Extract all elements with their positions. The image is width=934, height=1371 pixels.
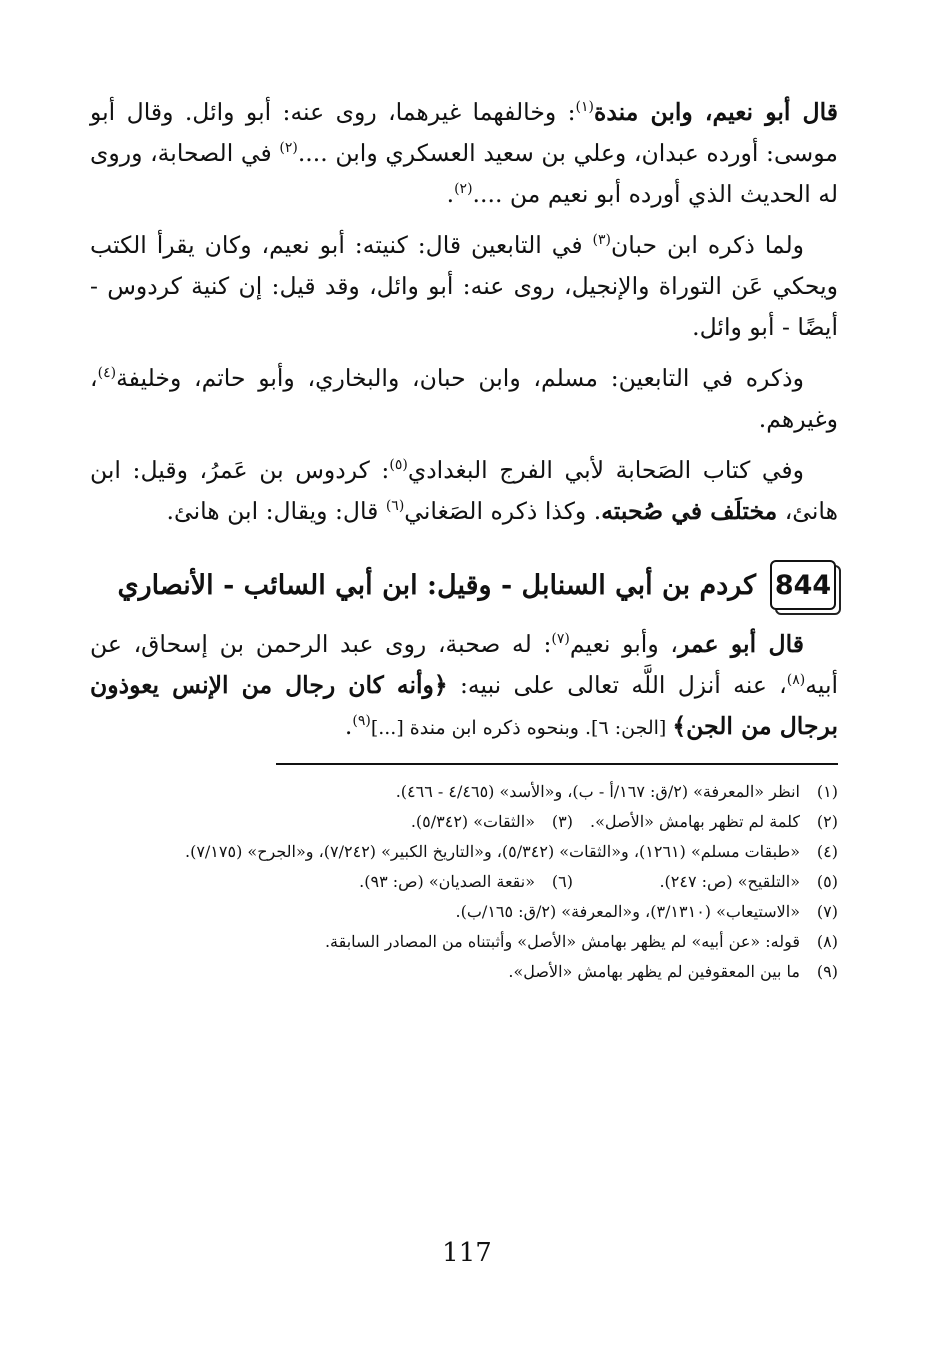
footnote-9 xyxy=(90,957,838,987)
paragraph-text: ، عنه أنزل اللَّه تعالى على نبيه: xyxy=(447,671,787,699)
entry-number-box xyxy=(770,560,838,610)
paragraph-text: وفي كتاب الصَحابة لأبي الفرج البغدادي xyxy=(407,456,804,484)
footnote-text: كلمة لم تظهر بهامش «الأصل». xyxy=(590,812,800,831)
paragraph-3 xyxy=(90,358,838,440)
entry-number: 844 xyxy=(770,560,836,610)
footnote-text: «التلقيح» (ص: ٢٤٧). xyxy=(659,872,800,891)
footnote-ref[interactable]: (٤) xyxy=(97,365,117,382)
footnote-number: (٢) xyxy=(816,812,838,831)
bold-phrase: مختلَف في صُحبته xyxy=(601,497,778,525)
footnote-text: «الاستيعاب» (٣/١٣١٠)، و«المعرفة» (٢/ق: ١٦٥/ب). xyxy=(455,902,800,921)
bold-lead: قال أبو نعيم، وابن مندة xyxy=(594,98,838,126)
quran-quote: ﴿وأنه كان رجال من الإنس يعوذون برجال من الجن﴾ xyxy=(90,671,838,740)
footnote-ref[interactable]: (٣) xyxy=(592,232,612,249)
footnote-number: (٩) xyxy=(816,962,838,981)
footnote-7 xyxy=(90,897,838,927)
footnote-ref[interactable]: (٦) xyxy=(385,498,405,515)
footnote-3 xyxy=(411,807,573,837)
paragraph-4 xyxy=(90,450,838,532)
footnotes xyxy=(90,777,838,987)
entry-paragraph xyxy=(90,624,838,749)
entry-heading xyxy=(90,560,838,610)
paragraph-text: ، وغيرهم. xyxy=(90,364,838,433)
footnote-row-2-3 xyxy=(90,807,838,837)
footnote-5 xyxy=(573,867,838,897)
footnote-number: (٥) xyxy=(816,872,838,891)
paragraph-text: ولما ذكره ابن حبان xyxy=(611,231,805,259)
bold-lead: قال أبو عمر xyxy=(677,630,804,658)
page-number: 117 xyxy=(442,1238,492,1268)
paragraph-text: : له صحبة، روى عبد الرحمن بن إسحاق، عن أبيه xyxy=(90,630,839,699)
paragraph-text: . وكذا ذكره الصَغاني xyxy=(404,497,602,525)
footnote-text: «نقعة الصديان» (ص: ٩٣). xyxy=(359,872,535,891)
paragraph-1 xyxy=(90,92,838,215)
paragraph-text: في الصحابة، وروى له الحديث الذي أورده أبو نعيم من .... xyxy=(90,139,838,208)
footnote-text: قوله: «عن أبيه» لم يظهر بهامش «الأصل» وأثبتناه من المصادر السابقة. xyxy=(324,932,800,951)
paragraph-2 xyxy=(90,225,838,348)
footnote-number: (٤) xyxy=(816,842,838,861)
footnote-ref[interactable]: (٥) xyxy=(389,457,408,474)
footnote-ref[interactable]: (٢) xyxy=(454,181,473,198)
footnote-text: «طبقات مسلم» (١٢٦١)، و«الثقات» (٥/٣٤٢)، و«التاريخ الكبير» (٧/٢٤٢)، و«الجرح» (٧/١٧٥). xyxy=(184,842,800,861)
paragraph-text: ، وأبو نعيم xyxy=(569,630,678,658)
footnote-2 xyxy=(573,807,838,837)
paragraph-text: في التابعين قال: كنيته: أبو نعيم، وكان يقرأ الكتب ويحكي عَن التوراة والإنجيل، روى عنه: أبو وائل، وقد قيل: إن كنية كردوس - أيضًا - أبو وائل. xyxy=(90,231,838,341)
footnote-text: ما بين المعقوفين لم يظهر بهامش «الأصل». xyxy=(508,962,800,981)
paragraph-text: . xyxy=(344,712,353,740)
footnote-divider xyxy=(276,763,838,765)
footnote-number: (١) xyxy=(816,782,838,801)
paragraph-text: . xyxy=(446,180,455,208)
footnote-number: (٦) xyxy=(551,872,573,891)
paragraph-text: وذكره في التابعين: مسلم، وابن حبان، والبخاري، وأبو حاتم، وخليفة xyxy=(116,364,804,392)
footnote-number: (٨) xyxy=(816,932,838,951)
footnote-ref[interactable]: (٢) xyxy=(279,140,298,157)
footnote-ref[interactable]: (٧) xyxy=(551,631,570,648)
footnote-text: انظر «المعرفة» (٢/ق: ١٦٧/أ - ب)، و«الأسد» (٤/٤٦٥ - ٤٦٦). xyxy=(395,782,800,801)
footnote-4 xyxy=(90,837,838,867)
footnote-text: «الثقات» (٥/٣٤٢). xyxy=(410,812,535,831)
entry-title: كردم بن أبي السنابل - وقيل: ابن أبي السائب - الأنصاري xyxy=(117,569,756,601)
footnote-ref[interactable]: (٩) xyxy=(352,713,371,730)
footnote-row-5-6 xyxy=(90,867,838,897)
footnote-number: (٣) xyxy=(551,812,573,831)
paragraph-text: : وخالفهما غيرهما، روى عنه: أبو وائل. وقال أبو موسى: أورده عبدان، وعلي بن سعيد العسكري وابن .... xyxy=(90,98,838,167)
footnote-8 xyxy=(90,927,838,957)
footnote-ref[interactable]: (٨) xyxy=(786,672,806,689)
footnote-number: (٧) xyxy=(816,902,838,921)
footnote-6 xyxy=(359,867,573,897)
footnote-1 xyxy=(90,777,838,807)
footnote-ref[interactable]: (١) xyxy=(575,99,595,116)
paragraph-text: [الجن: ٦]. وبنحوه ذكره ابن مندة [...] xyxy=(370,717,673,739)
paragraph-text: : كردوس بن عَمرُ، وقيل: ابن هانئ، xyxy=(90,456,838,525)
page-body xyxy=(90,92,838,987)
paragraph-text: قال: ويقال: ابن هانئ. xyxy=(166,497,386,525)
